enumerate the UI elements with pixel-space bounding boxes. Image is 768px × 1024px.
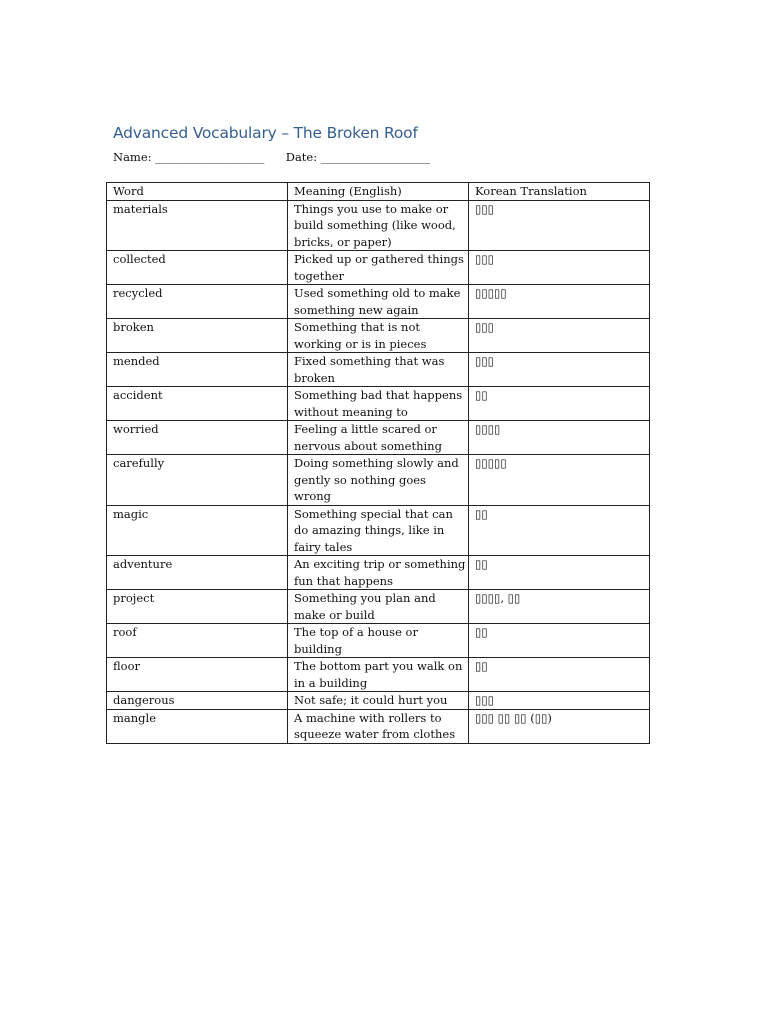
word-cell: materials	[107, 200, 288, 251]
table-row	[107, 692, 650, 710]
table-row	[107, 590, 650, 624]
header-meaning: Meaning (English)	[288, 183, 469, 201]
table-row	[107, 556, 650, 590]
meaning-cell: Not safe; it could hurt you	[288, 692, 469, 710]
vocabulary-table	[106, 182, 650, 744]
meaning-cell: Something that is not working or is in pieces	[288, 319, 469, 353]
word-cell: project	[107, 590, 288, 624]
table-header-row	[107, 183, 650, 201]
korean-cell: ▯▯	[469, 387, 650, 421]
table-row	[107, 624, 650, 658]
table-body	[107, 200, 650, 743]
meaning-cell: Fixed something that was broken	[288, 353, 469, 387]
korean-cell: ▯▯	[469, 505, 650, 556]
header-word: Word	[107, 183, 288, 201]
meaning-cell: Feeling a little scared or nervous about something	[288, 421, 469, 455]
korean-cell: ▯▯▯	[469, 353, 650, 387]
korean-cell: ▯▯▯	[469, 251, 650, 285]
meaning-cell: Something you plan and make or build	[288, 590, 469, 624]
korean-cell: ▯▯▯▯	[469, 421, 650, 455]
meaning-cell: Picked up or gathered things together	[288, 251, 469, 285]
word-cell: broken	[107, 319, 288, 353]
table-row	[107, 353, 650, 387]
word-cell: recycled	[107, 285, 288, 319]
korean-cell: ▯▯	[469, 658, 650, 692]
word-cell: accident	[107, 387, 288, 421]
header-korean: Korean Translation	[469, 183, 650, 201]
meaning-cell: A machine with rollers to squeeze water from clothes	[288, 709, 469, 743]
meaning-cell: An exciting trip or something fun that happens	[288, 556, 469, 590]
korean-cell: ▯▯▯ ▯▯ ▯▯ (▯▯)	[469, 709, 650, 743]
meaning-cell: Something bad that happens without meaning to	[288, 387, 469, 421]
word-cell: collected	[107, 251, 288, 285]
korean-cell: ▯▯▯▯, ▯▯	[469, 590, 650, 624]
table-row	[107, 200, 650, 251]
korean-cell: ▯▯	[469, 624, 650, 658]
meaning-cell: The top of a house or building	[288, 624, 469, 658]
meaning-cell: The bottom part you walk on in a building	[288, 658, 469, 692]
word-cell: worried	[107, 421, 288, 455]
table-row	[107, 709, 650, 743]
word-cell: floor	[107, 658, 288, 692]
word-cell: adventure	[107, 556, 288, 590]
table-row	[107, 421, 650, 455]
document-title: Advanced Vocabulary – The Broken Roof	[113, 124, 418, 142]
meaning-cell: Things you use to make or build something (like wood, bricks, or paper)	[288, 200, 469, 251]
word-cell: carefully	[107, 455, 288, 506]
table-row	[107, 251, 650, 285]
korean-cell: ▯▯▯	[469, 692, 650, 710]
table-row	[107, 658, 650, 692]
table-row	[107, 505, 650, 556]
word-cell: dangerous	[107, 692, 288, 710]
table-row	[107, 319, 650, 353]
korean-cell: ▯▯	[469, 556, 650, 590]
word-cell: mangle	[107, 709, 288, 743]
table-row	[107, 455, 650, 506]
word-cell: roof	[107, 624, 288, 658]
meaning-cell: Used something old to make something new again	[288, 285, 469, 319]
date-field: Date: ___________________	[285, 150, 431, 164]
word-cell: mended	[107, 353, 288, 387]
meaning-cell: Doing something slowly and gently so nothing goes wrong	[288, 455, 469, 506]
name-field: Name: ___________________	[113, 150, 265, 164]
korean-cell: ▯▯▯	[469, 319, 650, 353]
korean-cell: ▯▯▯▯▯	[469, 455, 650, 506]
korean-cell: ▯▯▯	[469, 200, 650, 251]
name-date-line	[113, 150, 430, 164]
table-row	[107, 285, 650, 319]
table-row	[107, 387, 650, 421]
word-cell: magic	[107, 505, 288, 556]
korean-cell: ▯▯▯▯▯	[469, 285, 650, 319]
meaning-cell: Something special that can do amazing things, like in fairy tales	[288, 505, 469, 556]
